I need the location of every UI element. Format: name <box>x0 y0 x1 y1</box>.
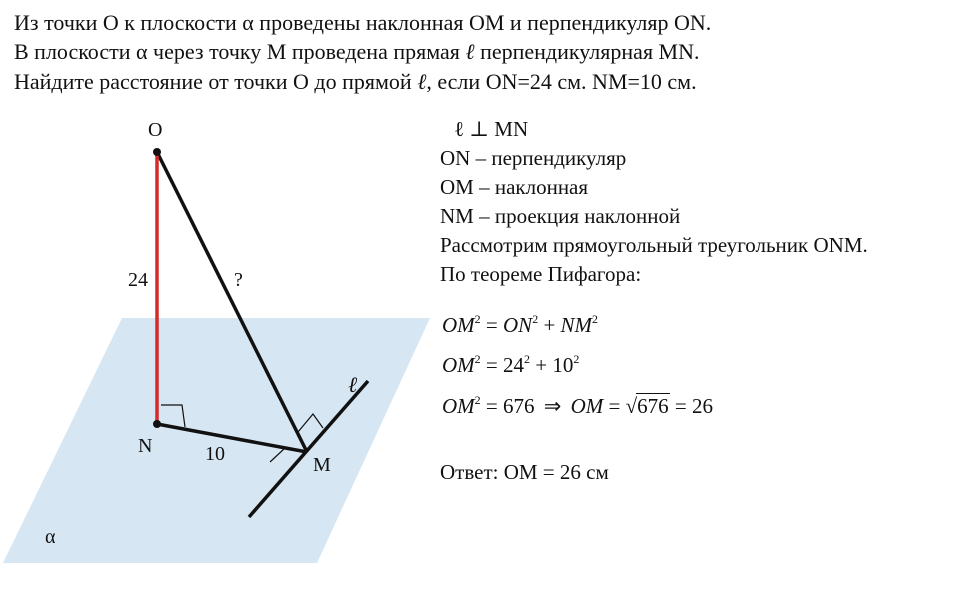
f1-term2-exp: 2 <box>592 312 599 326</box>
solution-row-1 <box>440 115 868 144</box>
formula-result: $OM^2 = 676$ ⇒ OM = √676 = 26 <box>442 393 714 418</box>
solution-text <box>440 115 868 289</box>
solution-row-4: NM – проекция наклонной <box>440 204 681 228</box>
line-ell-label: ℓ <box>348 373 358 398</box>
point-m-label: M <box>313 454 331 476</box>
f2-term2-exp: 2 <box>573 352 580 366</box>
answer-text: Ответ: OM = 26 см <box>440 460 609 484</box>
f1-term1-exp: 2 <box>532 312 539 326</box>
problem-line-3-b: , если ON=24 см. NM=10 см. <box>426 69 697 94</box>
f3-radicand: 676 <box>637 394 669 418</box>
plane-alpha <box>3 318 430 563</box>
f2-lhs-exp: 2 <box>474 352 481 366</box>
length-on-label: 24 <box>128 269 148 291</box>
f2-term2: 10 <box>552 353 574 377</box>
f2-lhs: OM <box>442 353 475 377</box>
problem-line-3-a: Найдите расстояние от точки О до прямой <box>14 69 412 94</box>
point-n-dot <box>153 420 161 428</box>
formula-pythagoras-general: $OM^2 = ON^2 + NM^2$ <box>442 312 599 337</box>
plane-alpha-label: α <box>45 526 56 548</box>
length-nm-label: 10 <box>205 443 225 465</box>
problem-line-1: Из точки О к плоскости α проведены наклонная ОМ и перпендикуляр ON. <box>14 10 712 35</box>
sqrt-symbol: √ <box>625 394 638 418</box>
f3-value: 676 <box>503 394 535 418</box>
f3-lhs2: OM <box>570 394 604 418</box>
f1-term2: NM <box>560 313 593 337</box>
solution-row-2: ON – перпендикуляр <box>440 146 627 170</box>
implies-symbol: ⇒ <box>543 394 562 418</box>
point-o-dot <box>153 148 161 156</box>
problem-line-2-b: перпендикулярная MN. <box>480 39 700 64</box>
f1-lhs: OM <box>442 313 475 337</box>
f2-term1-exp: 2 <box>524 352 531 366</box>
problem-line-2-a: В плоскости α через точку M проведена прямая <box>14 39 460 64</box>
solution-row-5: Рассмотрим прямоугольный треугольник ONM. <box>440 233 868 257</box>
f1-term1: ON <box>503 313 533 337</box>
point-n-label: N <box>138 435 153 457</box>
perpendicular-statement: ℓ ⊥ MN <box>454 117 529 141</box>
point-o-label: O <box>148 119 163 141</box>
f3-lhs-exp: 2 <box>474 393 481 407</box>
f1-lhs-exp: 2 <box>474 312 481 326</box>
solution-row-6: По теореме Пифагора: <box>440 262 642 286</box>
f3-result: 26 <box>692 394 714 418</box>
line-ell-symbol: ℓ <box>465 40 475 65</box>
formula-pythagoras-values: $OM^2 = 24^2 + 10^2$ <box>442 352 580 377</box>
solution-row-3: OM – наклонная <box>440 175 589 199</box>
length-om-label: ? <box>234 269 243 291</box>
f2-term1: 24 <box>503 353 525 377</box>
line-ell-symbol: ℓ <box>417 70 427 95</box>
f3-lhs: OM <box>442 394 475 418</box>
